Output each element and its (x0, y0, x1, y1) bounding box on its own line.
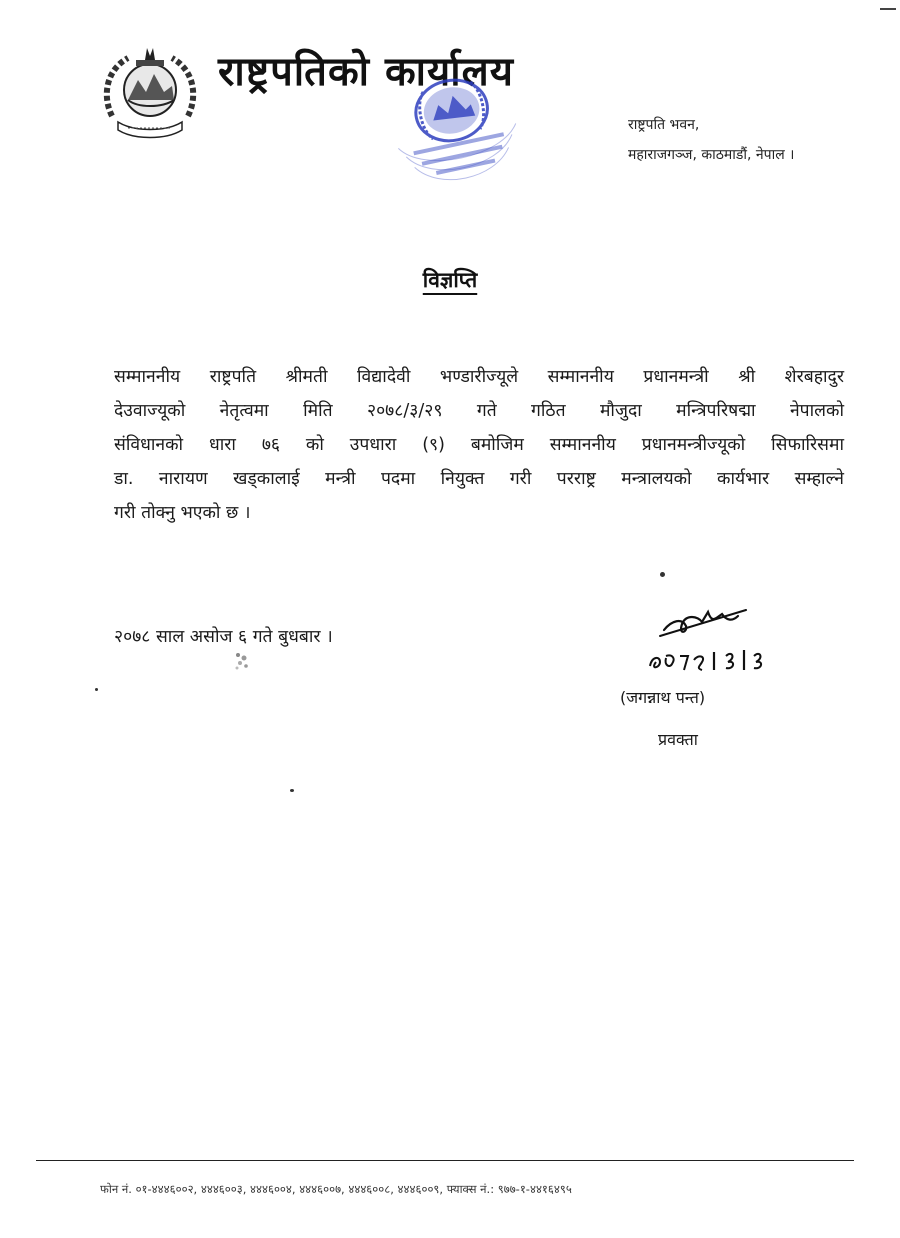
scan-corner-mark (880, 8, 896, 10)
body-line: संविधानको धारा ७६ को उपधारा (९) बमोजिम सम्माननीय प्रधानमन्त्रीज्यूको सिफारिसमा (114, 435, 844, 455)
scan-speck (95, 688, 98, 691)
address-line: राष्ट्रपति भवन, (628, 117, 700, 133)
scan-speck (290, 789, 294, 792)
ink-smudge (232, 650, 252, 672)
scan-speck (660, 572, 665, 577)
body-line: देउवाज्यूको नेतृत्वमा मिति २०७८/३/२९ गते गठित मौजुदा मन्त्रिपरिषद्मा नेपालको (114, 401, 844, 421)
address-line: महाराजगञ्ज, काठमाडौं, नेपाल । (628, 147, 795, 163)
footer-contact: फोन नं. ०१-४४४६००२, ४४४६००३, ४४४६००४, ४४४६००७, ४४४६००८, ४४४६००९, फ्याक्स नं.: ९७७-१-४४१६४९५ (100, 1182, 572, 1196)
office-address (628, 110, 794, 170)
notice-body (114, 360, 844, 530)
signatory-name: (जगन्नाथ पन्त) (620, 688, 706, 707)
office-seal-stamp-icon (382, 66, 530, 196)
notice-heading (0, 266, 900, 294)
notice-date: २०७८ साल असोज ६ गते बुधबार । (114, 627, 333, 647)
signatory-designation: प्रवक्ता (658, 730, 698, 749)
nepal-coat-of-arms-icon (98, 46, 202, 142)
body-line: सम्माननीय राष्ट्रपति श्रीमती विद्यादेवी भण्डारीज्यूले सम्माननीय प्रधानमन्त्री श्री शेरबहादुर (114, 367, 844, 387)
footer-divider (36, 1160, 854, 1161)
body-line: डा. नारायण खड्कालाई मन्त्री पदमा नियुक्त गरी परराष्ट्र मन्त्रालयको कार्यभार सम्हाल्ने (114, 469, 844, 489)
body-line: गरी तोक्नु भएको छ । (114, 503, 251, 523)
office-title: राष्ट्रपतिको कार्यालय (218, 49, 514, 95)
handwritten-signature (642, 600, 782, 680)
notice-heading-text: विज्ञप्ति (422, 268, 478, 292)
